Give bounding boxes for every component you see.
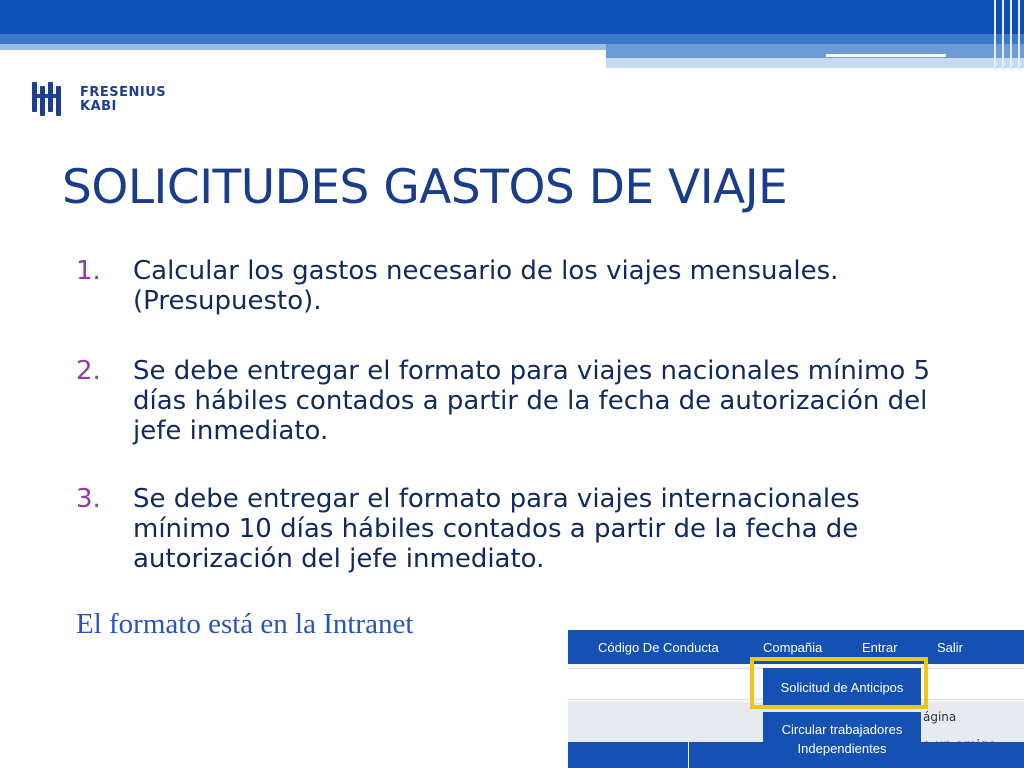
bottom-bar-divider: [688, 742, 689, 768]
intranet-note: El formato está en la Intranet: [76, 608, 414, 640]
list-item-text: Se debe entregar el formato para viajes internacionales mínimo 10 días hábiles contados a partir de la fecha de autorización del jefe inmediato.: [133, 484, 860, 574]
dropdown-item-label: Circular trabajadores: [781, 722, 903, 737]
list-item-number: 2.: [76, 356, 101, 386]
partial-pagina-text: ágina: [923, 710, 957, 724]
list-item-text: Calcular los gastos necesario de los viajes mensuales. (Presupuesto).: [133, 256, 839, 316]
list-item-number: 1.: [76, 256, 101, 286]
banner-band-mid: [0, 34, 1024, 44]
list-item: [76, 484, 963, 574]
highlight-box: [750, 657, 928, 709]
banner-band-step: [606, 44, 1024, 58]
dropdown-item-label: Independientes: [797, 741, 887, 756]
banner-highlight-line: [826, 54, 946, 57]
banner-band-pale: [606, 58, 1024, 68]
nav-codigo-de-conducta[interactable]: Código De Conducta: [598, 640, 719, 655]
list-item: [76, 256, 963, 316]
logo-line-1: FRESENIUS: [80, 85, 167, 100]
dropdown-circular-trabajadores[interactable]: [763, 712, 921, 768]
intranet-screenshot: [568, 630, 1024, 768]
requirements-list: [76, 256, 976, 574]
logo-mark-icon: [30, 80, 70, 118]
logo-line-2: KABI: [80, 99, 117, 114]
banner-band-light: [0, 44, 606, 50]
banner-stripes: [992, 0, 1024, 70]
banner-band-dark: [0, 0, 1024, 34]
logo-wordmark: [80, 86, 166, 114]
dropdown-item-label: Solicitud de Anticipos: [780, 680, 904, 695]
nav-entrar[interactable]: Entrar: [862, 640, 898, 655]
list-item-text: Se debe entregar el formato para viajes nacionales mínimo 5 días hábiles contados a partir de la fecha de autorización del jefe inmediato.: [133, 356, 931, 446]
top-banner: [0, 0, 1024, 76]
nav-compania[interactable]: Compañia: [763, 640, 823, 655]
list-item-number: 3.: [76, 484, 101, 514]
slide-title: SOLICITUDES GASTOS DE VIAJE: [62, 160, 788, 215]
list-item: [76, 356, 963, 446]
nav-salir[interactable]: Salir: [937, 640, 964, 655]
fresenius-kabi-logo: [30, 80, 190, 120]
